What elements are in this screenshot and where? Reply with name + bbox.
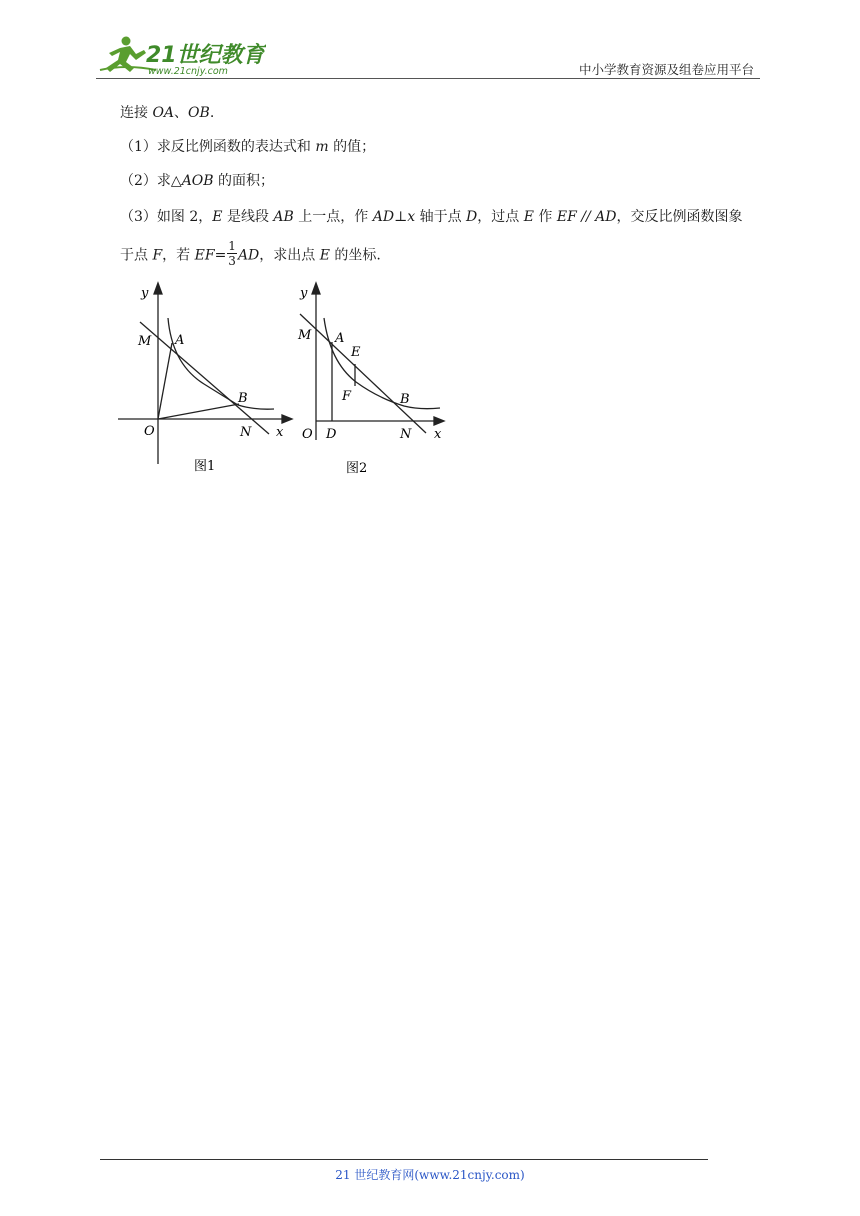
- fig1-label-o: O: [144, 424, 155, 439]
- fraction-one-third: $\frac{1}{3}$: [228, 239, 236, 268]
- footer-link[interactable]: 21 世纪教育网(www.21cnjy.com): [335, 1168, 525, 1182]
- question-3-line2: 于点 F，若 EF= $\frac{1}{3}$ AD，求出点 E 的坐标.: [120, 239, 381, 268]
- fig2-line-mn: [300, 314, 426, 433]
- fig1-label-m: M: [138, 334, 152, 349]
- header-divider: [96, 78, 760, 79]
- fig2-label-d: D: [326, 427, 337, 442]
- fig1-line-mn: [140, 322, 269, 434]
- fig1-y-arrow: [154, 283, 162, 294]
- fig1-label-x: x: [276, 425, 284, 440]
- problem-line-connect: 连接 OA、OB.: [120, 105, 215, 121]
- fig1-segment-ob: [158, 404, 239, 419]
- fig1-segment-oa: [158, 343, 172, 419]
- question-3-line1: （3）如图 2，E 是线段 AB 上一点，作 AD⊥x 轴于点 D，过点 E 作 EF // AD，交反比例函数图象: [120, 209, 743, 225]
- header-tagline: 中小学教育资源及组卷应用平台: [578, 62, 754, 77]
- figure-2: [294, 280, 454, 484]
- fig2-y-arrow: [312, 283, 320, 294]
- fig2-label-b: B: [400, 392, 410, 407]
- site-logo: [96, 34, 266, 78]
- logo-text: 21世纪教育: [146, 43, 265, 68]
- fig1-label-n: N: [240, 425, 252, 440]
- fig2-label-a: A: [335, 331, 345, 346]
- fig2-label-m: M: [298, 328, 312, 343]
- fig1-label-b: B: [238, 391, 248, 406]
- logo-url: www.21cnjy.com: [148, 66, 228, 77]
- fig2-label-x: x: [434, 427, 442, 442]
- fig2-label-y: y: [300, 286, 308, 301]
- fig2-label-n: N: [400, 427, 412, 442]
- figure-1: [112, 280, 302, 484]
- question-2: （2）求△AOB 的面积；: [120, 173, 275, 189]
- fig2-x-arrow: [434, 417, 444, 425]
- fig1-hyperbola: [168, 318, 274, 409]
- question-1: （1）求反比例函数的表达式和 m 的值；: [120, 139, 376, 155]
- fig2-label-f: F: [342, 389, 352, 404]
- fig1-x-arrow: [282, 415, 292, 423]
- footer-divider: [100, 1159, 708, 1160]
- fig1-caption: 图1: [194, 459, 216, 474]
- fig1-label-a: A: [175, 333, 185, 348]
- fig1-label-y: y: [141, 286, 149, 301]
- fig2-caption: 图2: [346, 461, 368, 476]
- fig2-label-e: E: [351, 345, 361, 360]
- fig2-label-o: O: [302, 427, 313, 442]
